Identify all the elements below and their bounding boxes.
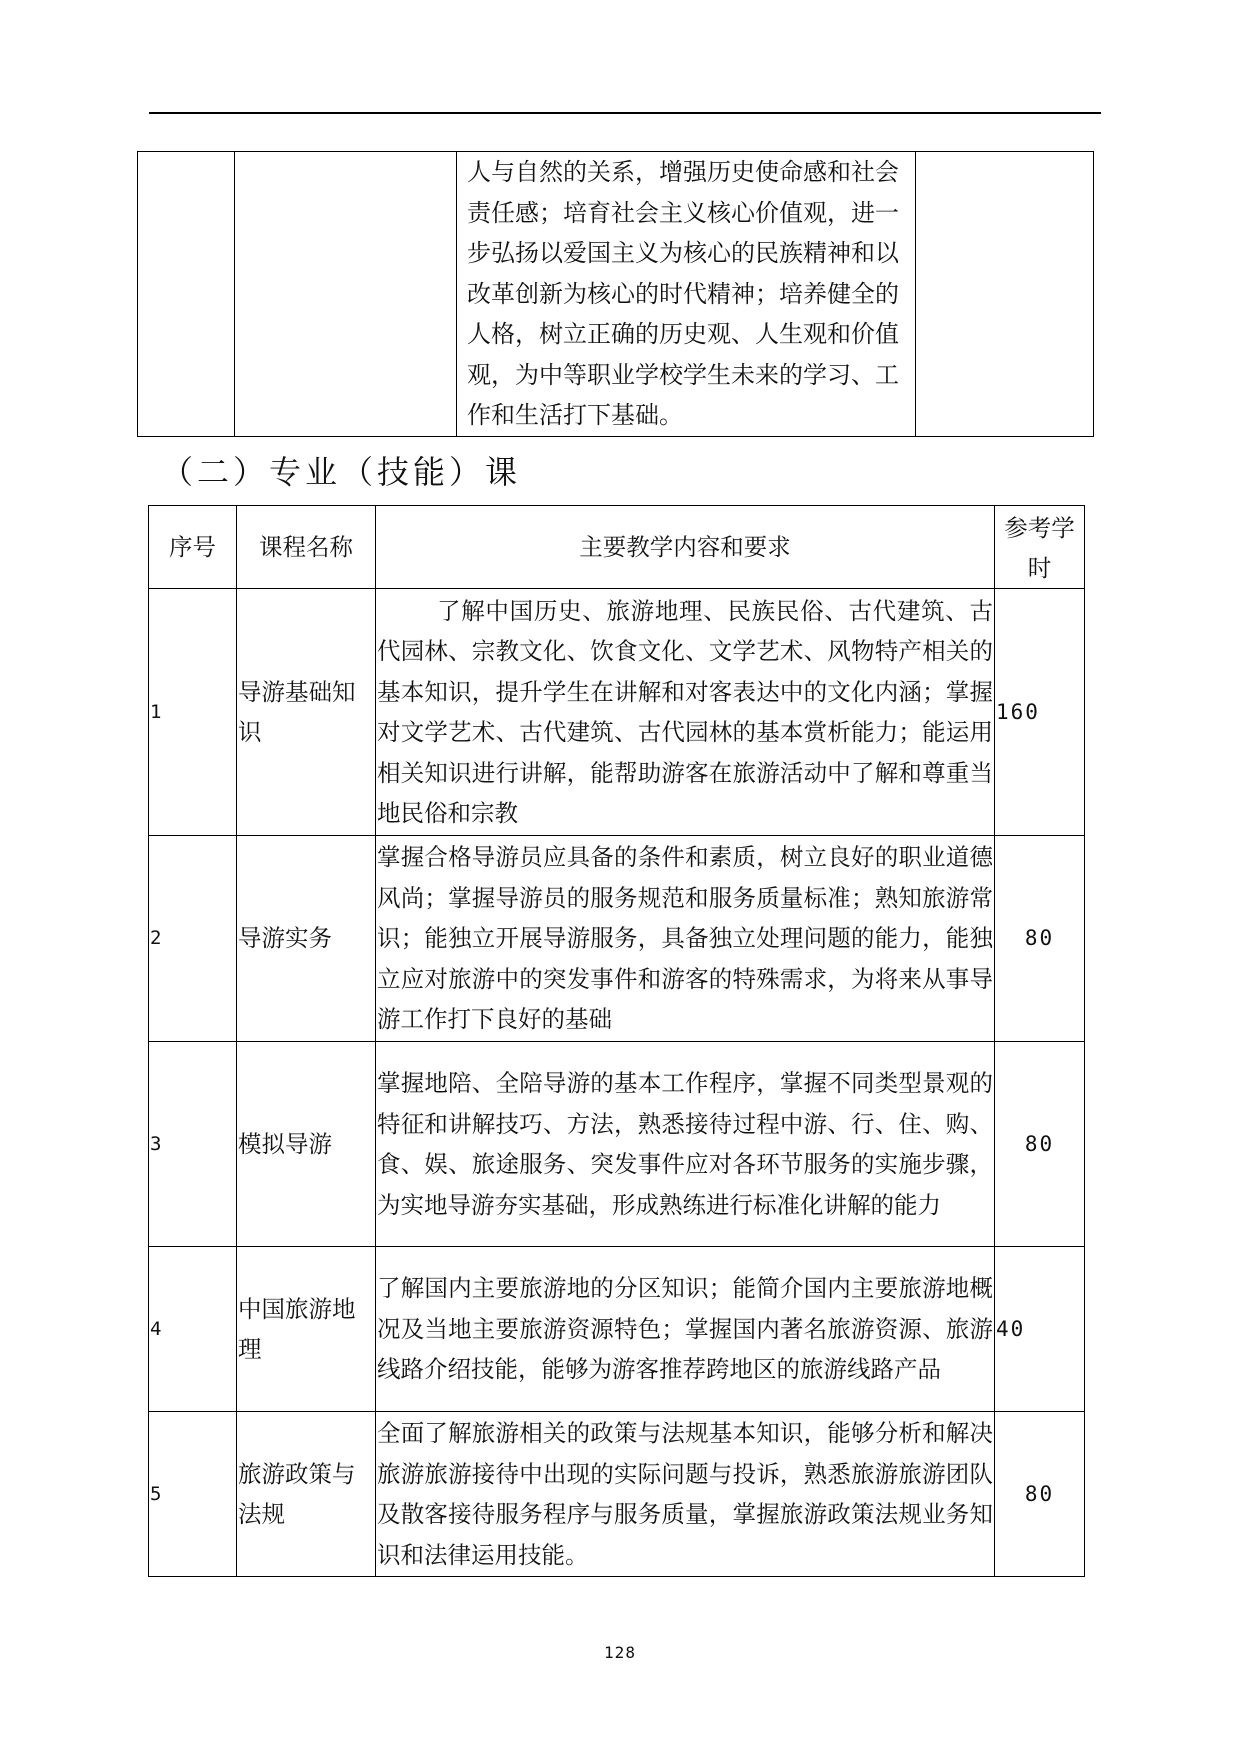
row-name: 导游基础知识 — [237, 589, 376, 836]
row-content: 全面了解旅游相关的政策与法规基本知识，能够分析和解决旅游旅游接待中出现的实际问题与投诉，熟悉旅游旅游团队及散客接待服务程序与服务质量，掌握旅游政策法规业务知识和法律运用技能。 — [376, 1412, 995, 1577]
row-index: 3 — [149, 1042, 237, 1247]
table-row — [149, 1247, 1085, 1412]
table-row — [149, 836, 1085, 1042]
continued-content-cell: 人与自然的关系，增强历史使命感和社会责任感；培育社会主义核心价值观，进一步弘扬以爱国主义为核心的民族精神和以改革创新为核心的时代精神；培养健全的人格，树立正确的历史观、人生观和价值观，为中等职业学校学生未来的学习、工作和生活打下基础。 — [457, 152, 916, 437]
continued-course-table — [137, 151, 1094, 437]
row-index: 4 — [149, 1247, 237, 1412]
table-row — [149, 589, 1085, 836]
row-content: 了解中国历史、旅游地理、民族民俗、古代建筑、古代园林、宗教文化、饮食文化、文学艺术、风物特产相关的基本知识，提升学生在讲解和对客表达中的文化内涵；掌握对文学艺术、古代建筑、古代园林的基本赏析能力；能运用相关知识进行讲解，能帮助游客在旅游活动中了解和尊重当地民俗和宗教 — [376, 589, 995, 836]
page-number: 128 — [604, 1643, 636, 1662]
row-content: 了解国内主要旅游地的分区知识；能简介国内主要旅游地概况及当地主要旅游资源特色；掌握国内著名旅游资源、旅游线路介绍技能，能够为游客推荐跨地区的旅游线路产品 — [376, 1247, 995, 1412]
table-cell — [916, 152, 1094, 437]
row-index: 5 — [149, 1412, 237, 1577]
header-rule — [149, 112, 1101, 114]
row-hours: 80 — [995, 1042, 1085, 1247]
row-hours: 80 — [995, 1412, 1085, 1577]
table-cell — [235, 152, 457, 437]
table-row — [149, 1042, 1085, 1247]
row-name: 中国旅游地理 — [237, 1247, 376, 1412]
row-hours: 80 — [995, 836, 1085, 1042]
table-row — [149, 1412, 1085, 1577]
table-row — [138, 152, 1094, 437]
row-hours: 40 — [995, 1247, 1085, 1412]
header-content: 主要教学内容和要求 — [376, 506, 995, 589]
header-hours: 参考学时 — [995, 506, 1085, 589]
section-title: （二）专业（技能）课 — [161, 453, 522, 491]
row-index: 2 — [149, 836, 237, 1042]
course-table — [148, 505, 1085, 1577]
header-index: 序号 — [149, 506, 237, 589]
row-content: 掌握合格导游员应具备的条件和素质，树立良好的职业道德风尚；掌握导游员的服务规范和服务质量标准；熟知旅游常识；能独立开展导游服务，具备独立处理问题的能力，能独立应对旅游中的突发事件和游客的特殊需求，为将来从事导游工作打下良好的基础 — [376, 836, 995, 1042]
table-cell — [138, 152, 235, 437]
table-header-row — [149, 506, 1085, 589]
row-name: 导游实务 — [237, 836, 376, 1042]
row-hours: 160 — [995, 589, 1085, 836]
row-content: 掌握地陪、全陪导游的基本工作程序，掌握不同类型景观的特征和讲解技巧、方法，熟悉接待过程中游、行、住、购、食、娱、旅途服务、突发事件应对各环节服务的实施步骤，为实地导游夯实基础，形成熟练进行标准化讲解的能力 — [376, 1042, 995, 1247]
header-name: 课程名称 — [237, 506, 376, 589]
row-name: 旅游政策与法规 — [237, 1412, 376, 1577]
row-name: 模拟导游 — [237, 1042, 376, 1247]
row-index: 1 — [149, 589, 237, 836]
